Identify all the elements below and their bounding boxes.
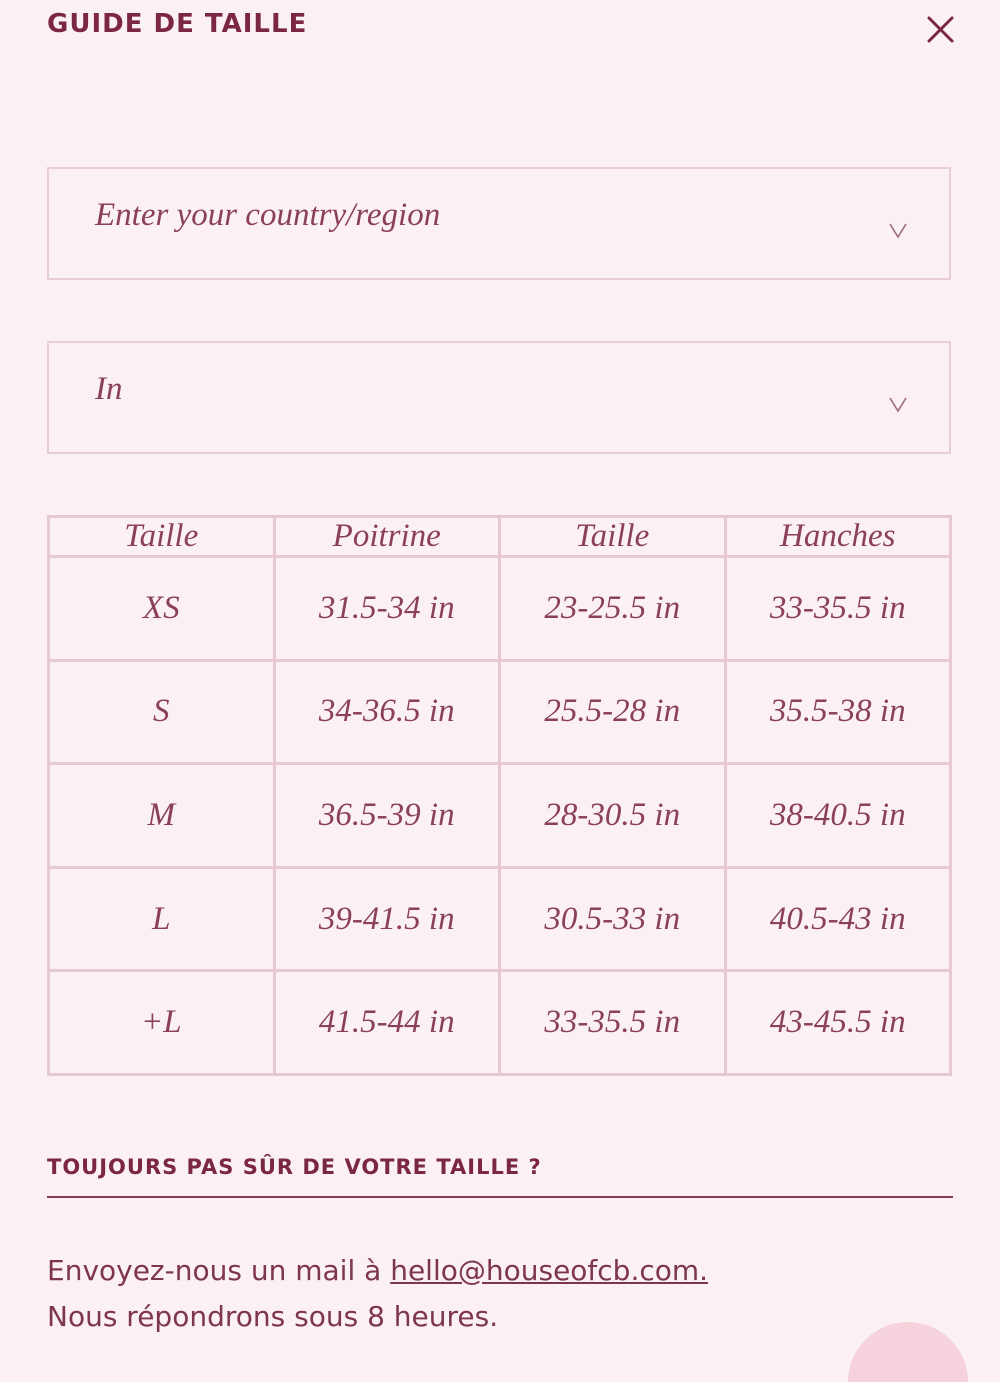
bust-cell: 31.5-34 in <box>276 558 499 659</box>
table-row <box>50 662 949 763</box>
column-header-bust: Poitrine <box>276 518 499 555</box>
table-row <box>50 869 949 970</box>
size-cell: M <box>50 765 273 866</box>
size-cell: S <box>50 662 273 763</box>
help-line-1-prefix: Envoyez-nous un mail à <box>47 1254 391 1287</box>
waist-cell: 30.5-33 in <box>501 869 724 970</box>
chevron-down-icon <box>887 221 909 244</box>
bust-cell: 41.5-44 in <box>276 972 499 1073</box>
email-link[interactable]: hello@houseofcb.com. <box>390 1254 709 1287</box>
waist-cell: 25.5-28 in <box>501 662 724 763</box>
help-line-2: Nous répondrons sous 8 heures. <box>47 1300 499 1333</box>
size-cell: XS <box>50 558 273 659</box>
help-line-1 <box>47 1248 708 1294</box>
help-text <box>47 1248 708 1340</box>
size-cell: +L <box>50 972 273 1073</box>
table-row <box>50 972 949 1073</box>
unit-select-value: In <box>95 371 123 407</box>
waist-cell: 33-35.5 in <box>501 972 724 1073</box>
waist-cell: 23-25.5 in <box>501 558 724 659</box>
hips-cell: 40.5-43 in <box>727 869 950 970</box>
size-cell: L <box>50 869 273 970</box>
bust-cell: 34-36.5 in <box>276 662 499 763</box>
table-row <box>50 558 949 659</box>
waist-cell: 28-30.5 in <box>501 765 724 866</box>
chat-bubble-button[interactable] <box>848 1322 968 1382</box>
table-header-row <box>50 518 949 555</box>
help-heading: TOUJOURS PAS SÛR DE VOTRE TAILLE ? <box>47 1155 542 1179</box>
divider <box>47 1196 953 1198</box>
country-region-placeholder: Enter your country/region <box>95 197 441 233</box>
chevron-down-icon <box>887 395 909 418</box>
hips-cell: 43-45.5 in <box>727 972 950 1073</box>
bust-cell: 36.5-39 in <box>276 765 499 866</box>
country-region-select[interactable] <box>47 167 951 280</box>
hips-cell: 38-40.5 in <box>727 765 950 866</box>
column-header-hips: Hanches <box>727 518 950 555</box>
size-chart-table <box>47 515 952 1076</box>
bust-cell: 39-41.5 in <box>276 869 499 970</box>
close-icon <box>918 8 962 52</box>
table-row <box>50 765 949 866</box>
column-header-waist: Taille <box>501 518 724 555</box>
hips-cell: 33-35.5 in <box>727 558 950 659</box>
page-title: GUIDE DE TAILLE <box>47 9 308 39</box>
column-header-size: Taille <box>50 518 273 555</box>
unit-select[interactable] <box>47 341 951 454</box>
close-button[interactable] <box>918 8 962 52</box>
hips-cell: 35.5-38 in <box>727 662 950 763</box>
